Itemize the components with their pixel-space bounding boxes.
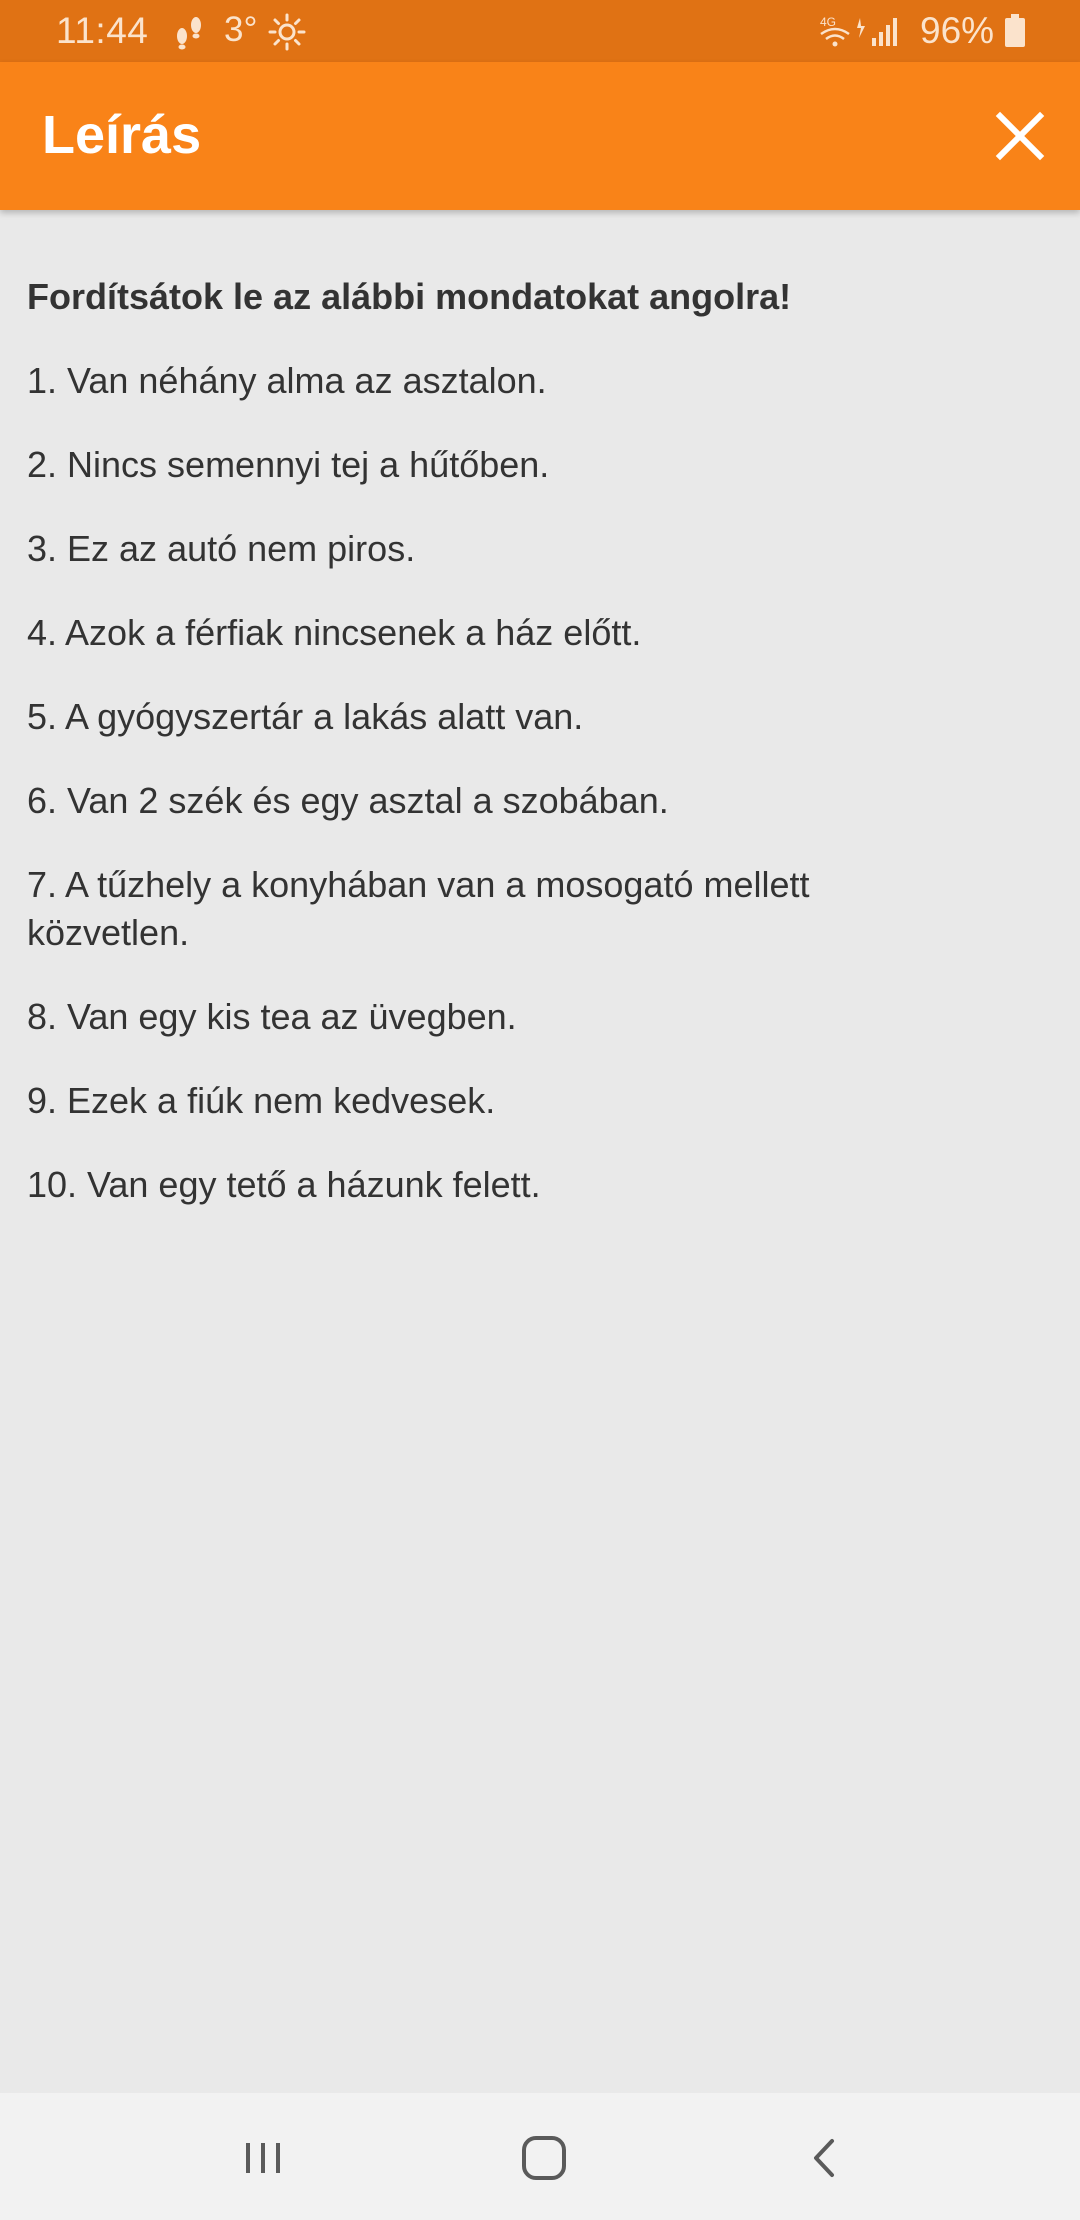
recents-button[interactable]	[228, 2123, 298, 2193]
status-time: 11:44	[56, 10, 149, 51]
app-bar	[0, 62, 1080, 210]
back-icon	[790, 2123, 860, 2193]
close-icon	[990, 106, 1050, 166]
list-item: 2. Nincs semennyi tej a hűtőben.	[27, 444, 550, 485]
signal-icon	[854, 14, 906, 48]
network-type: 4G	[820, 15, 837, 29]
list-item: 7. A tűzhely a konyhában van a mosogató mellett közvetlen.	[27, 864, 810, 953]
recents-icon	[228, 2123, 298, 2193]
list-item: 1. Van néhány alma az asztalon.	[27, 360, 547, 401]
description-content	[27, 210, 1047, 1209]
battery-icon	[1004, 14, 1026, 48]
list-item: 6. Van 2 szék és egy asztal a szobában.	[27, 780, 669, 821]
home-icon	[509, 2123, 579, 2193]
back-button[interactable]	[790, 2123, 860, 2193]
close-button[interactable]	[990, 106, 1050, 166]
navigation-bar	[0, 2093, 1080, 2220]
list-item: 8. Van egy kis tea az üvegben.	[27, 996, 517, 1037]
list-item: 4. Azok a férfiak nincsenek a ház előtt.	[27, 612, 642, 653]
page-title: Leírás	[42, 105, 202, 165]
steps-icon	[172, 14, 206, 50]
status-bar	[0, 0, 1080, 62]
battery-percent: 96%	[920, 10, 995, 51]
list-item: 5. A gyógyszertár a lakás alatt van.	[27, 696, 584, 737]
list-item: 3. Ez az autó nem piros.	[27, 528, 416, 569]
instruction-heading: Fordítsátok le az alábbi mondatokat angolra!	[27, 276, 792, 317]
sun-icon	[268, 13, 306, 51]
list-item: 9. Ezek a fiúk nem kedvesek.	[27, 1080, 496, 1121]
status-temperature: 3°	[224, 10, 258, 49]
home-button[interactable]	[509, 2123, 579, 2193]
list-item: 10. Van egy tető a házunk felett.	[27, 1164, 541, 1205]
wifi-icon	[818, 14, 852, 50]
